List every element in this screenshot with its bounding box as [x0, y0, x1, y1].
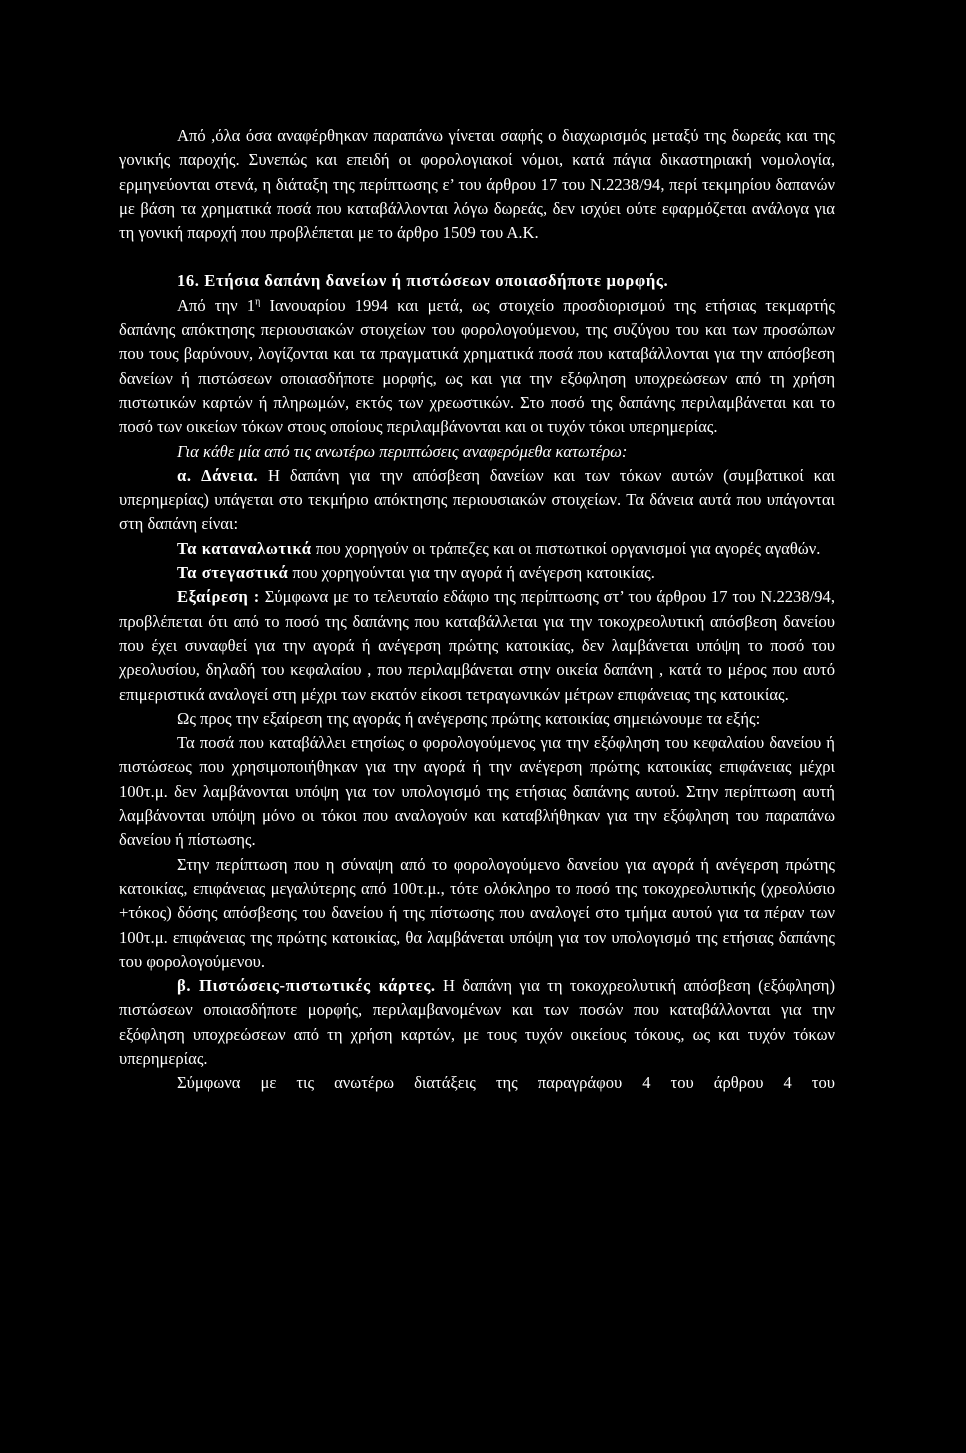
paragraph-case-over-100: Στην περίπτωση που η σύναψη από το φορολογούμενο δανείου για αγορά ή ανέγερση πρώτης κατοικίας, επιφάνειας μεγαλύτερης από 100τ.μ., τότε ολόκληρο το ποσό της τοκοχρεολυτικής (χρεολύσιο +τόκος) δόσης απόσβεσης του δανείου ή της πίστωσης που αναλογεί στο τμήμα αυτού για τα πέραν των 100τ.μ. επιφάνειας της πρώτης κατοικίας, θα λαμβάνεται υπόψη για τον υπολογισμό της ετήσιας δαπάνης του φορολογούμενου. — [119, 854, 835, 971]
section-16-title: 16. Ετήσια δαπάνη δανείων ή πιστώσεων οποιασδήποτε μορφής. — [177, 271, 669, 291]
paragraph-intro: Από ,όλα όσα αναφέρθηκαν παραπάνω γίνεται σαφής ο διαχωρισμός μεταξύ της δωρεάς και της γονικής παροχής. Συνεπώς και επειδή οι φορολογιακοί νόμοι, κατά πάγια δικαστηριακή νομολογία, ερμηνεύονται στενά, η διάταξη της περίπτωσης ε’ του άρθρου 17 του Ν.2238/94, περί τεκμηρίου δαπανών με βάση τα χρηματικά ποσά που καταβάλλονται λόγω δωρεάς, δεν ισχύει ούτε εφαρμόζεται ανάλογα για τη γονική παροχή που προβλέπεται με το άρθρο 1509 του Α.Κ. — [119, 126, 835, 243]
exception-text: Σύμφωνα με το τελευταίο εδάφιο της περίπτωσης στ’ του άρθρου 17 του Ν.2238/94, προβλέπεται ότι από το ποσό της δαπάνης που καταβάλλεται για την τοκοχρεολυτική απόσβεση δανείου που έχει συναφθεί για την αγορά ή ανέγερση πρώτης κατοικίας, δεν λαμβάνεται υπόψη το ποσό του χρεολυσίου, δηλαδή του κεφαλαίου , που περιλαμβάνεται στην οικεία δαπάνη , κατά το μέρος που αυτό επιμεριστικά αναλογεί στη μέχρι των εκατόν είκοσι τετραγωνικών μέτρων επιφάνειας της κατοικίας. — [119, 587, 835, 704]
consumer-loans-text: που χορηγούν οι τράπεζες και οι πιστωτικοί οργανισμοί για αγορές αγαθών. — [311, 538, 821, 558]
section-16-heading — [119, 269, 835, 293]
paragraph-annual-expense-rest: Ιανουαρίου 1994 και μετά, ως στοιχείο προσδιορισμού της ετήσιας τεκμαρτής δαπάνης απόκτησης περιουσιακών στοιχείων του φορολογούμενου, της συζύγου του και των προσώπων που τους βαρύνουν, λογίζονται και τα πραγματικά χρηματικά ποσά που καταβάλλονται για την απόσβεση δανείων ή πιστώσεων οποιασδήποτε μορφής, ως και για την εξόφληση υποχρεώσεων από τη χρήση πιστωτικών καρτών ή πληρωμών, εκτός των χρεωστικών. Στο ποσό της δαπάνης περιλαμβάνεται και το ποσό των οικείων τόκων στους οποίους περιλαμβάνονται και οι τυχόν τόκοι υπερημερίας. — [119, 295, 835, 437]
paragraph-annual-expense — [119, 294, 835, 440]
paragraph-credit-cards — [119, 974, 835, 1071]
paragraph-housing-loans — [119, 561, 835, 585]
housing-loans-text: που χορηγούνται για την αγορά ή ανέγερση κατοικίας. — [288, 563, 655, 583]
exception-label: Εξαίρεση : — [177, 587, 260, 607]
paragraph-spacer — [119, 245, 835, 269]
paragraph-last: Σύμφωνα με τις ανωτέρω διατάξεις της παραγράφου 4 του άρθρου 4 του — [177, 1073, 835, 1093]
ordinal-superscript: η — [255, 296, 261, 308]
housing-loans-label: Τα στεγαστικά — [177, 563, 289, 583]
credit-cards-label: β. Πιστώσεις-πιστωτικές κάρτες. — [177, 976, 436, 996]
italic-intro-text: Για κάθε μία από τις ανωτέρω περιπτώσεις αναφερόμεθα κατωτέρω: — [177, 441, 628, 461]
document-page — [119, 124, 835, 1096]
credit-cards-text: Η δαπάνη για τη τοκοχρεολυτική απόσβεση (εξόφληση) πιστώσεων οποιασδήποτε μορφής, περιλαμβανομένων και των ποσών που καταβάλλονται για την εξόφληση υποχρεώσεων από τη χρήση καρτών, με τους τυχόν οικείους τόκους, ως και τυχόν τόκων υπερημερίας. — [119, 976, 835, 1068]
loans-text: Η δαπάνη για την απόσβεση δανείων και των τόκων αυτών (συμβατικοί και υπερημερίας) υπάγεται στο τεκμήριο απόκτησης περιουσιακών στοιχείων. Τα δάνεια αυτά που υπάγονται στη δαπάνη είναι: — [119, 465, 835, 534]
loans-label: α. Δάνεια. — [177, 465, 259, 485]
paragraph-exception-note: Ως προς την εξαίρεση της αγοράς ή ανέγερσης πρώτης κατοικίας σημειώνουμε τα εξής: — [177, 708, 761, 728]
consumer-loans-label: Τα καταναλωτικά — [177, 538, 312, 558]
paragraph-amounts: Τα ποσά που καταβάλλει ετησίως ο φορολογούμενος για την εξόφληση του κεφαλαίου δανείου ή πιστώσεως που χρησιμοποιήθηκαν για την αγορά ή την ανέγερση πρώτης κατοικίας επιφάνειας μέχρι 100τ.μ. δεν λαμβάνονται υπόψη για τον υπολογισμό της ετήσιας δαπάνης αυτού. Στην περίπτωση αυτή λαμβάνονται υπόψη μόνο οι τόκοι που αναλογούν και καταβλήθηκαν για την εξόφληση του παραπάνω δανείου ή πίστωσης. — [119, 733, 835, 850]
paragraph-consumer-loans — [119, 537, 835, 561]
italic-intro — [119, 440, 835, 464]
paragraph-annual-expense-start: Από την 1 — [177, 295, 256, 315]
paragraph-loans — [119, 464, 835, 537]
paragraph-exception — [119, 585, 835, 706]
